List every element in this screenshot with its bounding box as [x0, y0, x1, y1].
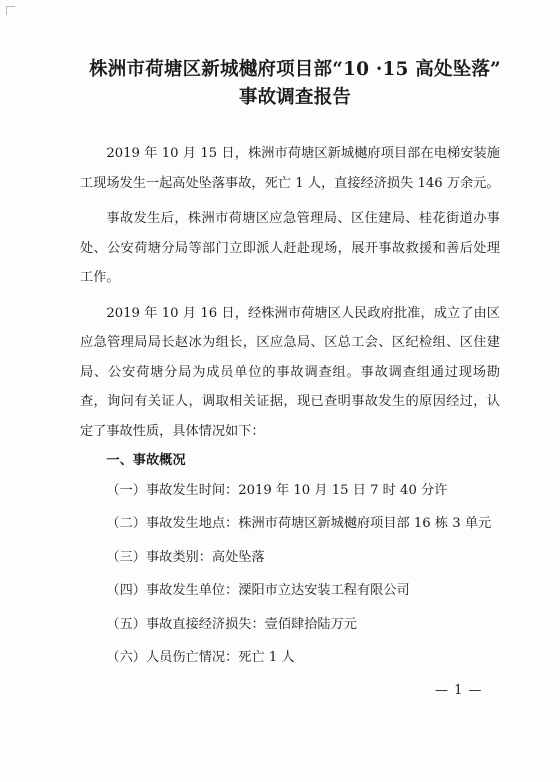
overview-item-location: （二）事故发生地点：株洲市荷塘区新城樾府项目部 16 栋 3 单元: [106, 516, 492, 531]
overview-item-category: （三）事故类别：高处坠落: [106, 549, 265, 565]
overview-item-company: （四）事故发生单位：溧阳市立达安装工程有限公司: [106, 583, 410, 598]
section-heading-overview: 一、事故概况: [106, 453, 186, 468]
title-line-1: 株洲市荷塘区新城樾府项目部“10 ·15 高处坠落”: [89, 59, 501, 80]
document-body: [80, 139, 500, 673]
overview-item-casualties: （六）人员伤亡情况：死亡 1 人: [106, 650, 295, 665]
scan-corner-mark: [6, 6, 15, 15]
document-title: [60, 56, 530, 112]
title-line-2: 事故调查报告: [238, 87, 352, 108]
overview-item-time: （一）事故发生时间：2019 年 10 月 15 日 7 时 40 分许: [106, 482, 448, 498]
page-number: — 1 —: [435, 683, 483, 698]
paragraph-investigation: 2019 年 10 月 16 日，经株洲市荷塘区人民政府批准，成立了由区应急管理局局长赵冰为组长，区应急局、区总工会、区纪检组、区住建局、公安荷塘分局为成员单位的事故调查组。事故调查组通过现场勘查，询问有关证人，调取相关证据，现已查明事故发生的原因经过，认定了事故性质，具体情况如下：: [80, 305, 500, 439]
paragraph-summary: 2019 年 10 月 15 日，株洲市荷塘区新城樾府项目部在电梯安装施工现场发生一起高处坠落事故，死亡 1 人，直接经济损失 146 万余元。: [80, 146, 500, 191]
paragraph-response: 事故发生后，株洲市荷塘区应急管理局、区住建局、桂花街道办事处、公安荷塘分局等部门立即派人赶赴现场，展开事故救援和善后处理工作。: [80, 211, 500, 285]
overview-item-loss: （五）事故直接经济损失：壹佰肆拾陆万元: [106, 616, 357, 632]
